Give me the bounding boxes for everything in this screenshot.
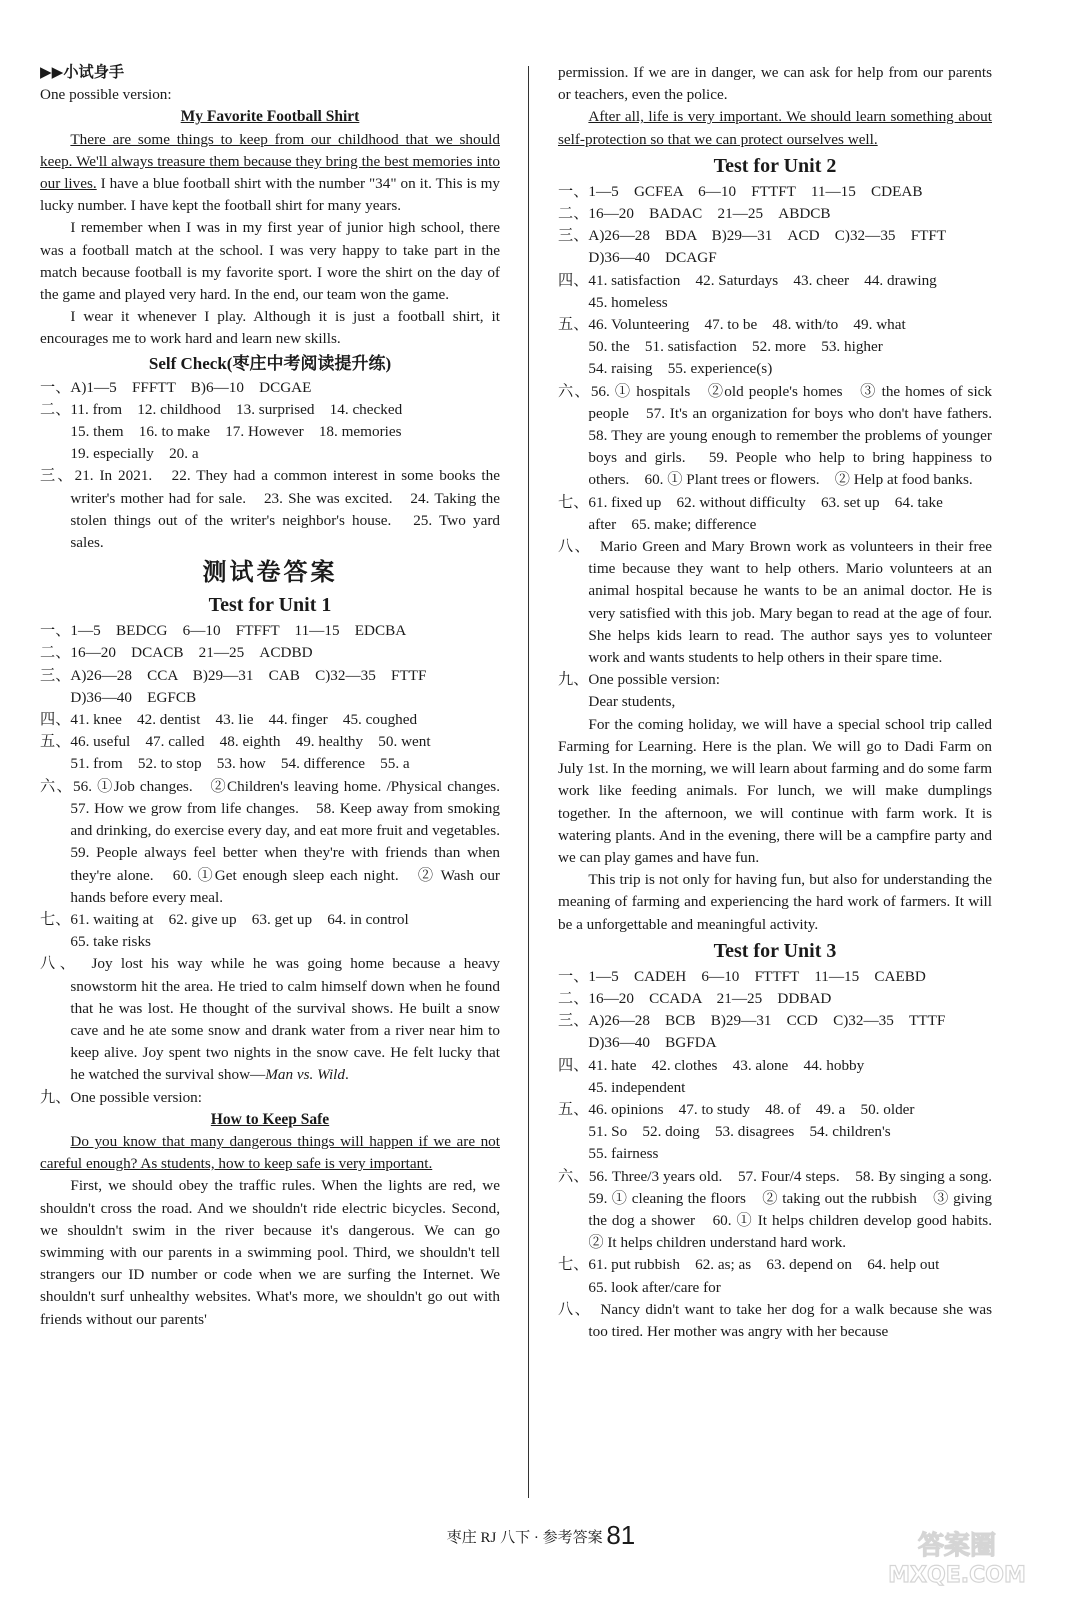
unit1-part-8: 八、 Joy lost his way while he was going home because a heavy snowstorm hit the area. He tried to calm himself down when he found that he was lost. He thought of the survival shows. He built a snow cave and he ate some snow and drank water from a river near him to keep alive. Joy spent two nights in the snow cave. He felt lucky that he watched the survival show—Man vs. Wild. <box>40 955 501 1084</box>
unit2-part-9: 九、One possible version: <box>558 671 720 689</box>
unit2-part-2: 二、16—20 BADAC 21—25 ABDCB <box>558 205 831 223</box>
unit2-part-4a: 四、41. satisfaction 42. Saturdays 43. cheer 44. drawing <box>558 271 937 289</box>
answers-section-title: 测试卷答案 <box>202 557 338 587</box>
footer-label: 枣庄 RJ 八下 · 参考答案 <box>446 1530 603 1546</box>
unit2-part-7b: after 65. make; difference <box>588 515 757 533</box>
unit2-part-5a: 五、46. Volunteering 47. to be 48. with/to 49. what <box>558 316 906 334</box>
letter-greeting: Dear students, <box>588 693 676 711</box>
essay1-title: My Favorite Football Shirt <box>180 108 360 126</box>
unit1-part-3a: 三、A)26—28 CCA B)29—31 CAB C)32—35 FTTF <box>40 666 427 684</box>
unit3-part-8: 八、 Nancy didn't want to take her dog for a walk because she was too tired. Her mother was angry with her because <box>558 1300 993 1340</box>
unit2-part-3b: D)36—40 DCAGF <box>588 249 717 267</box>
unit1-part-3b: D)36—40 EGFCB <box>70 688 197 706</box>
essay2-paragraph-2-continued: permission. If we are in danger, we can ask for help from our parents or teachers, even the police. <box>558 64 992 104</box>
unit3-part-7a: 七、61. put rubbish 62. as; as 63. depend on 64. help out <box>558 1256 940 1274</box>
essay1-paragraph-3: I wear it whenever I play. Although it is just a football shirt, it encourages me to work hard and learn new skills. <box>40 308 500 348</box>
watermark-line-2: MXQE.COM <box>888 1563 1026 1588</box>
self-check-part-2c: 19. especially 20. a <box>70 445 199 463</box>
self-check-part-2b: 15. them 16. to make 17. However 18. memories <box>70 423 402 441</box>
unit3-part-5b: 51. So 52. doing 53. disagrees 54. children's <box>588 1123 891 1141</box>
unit2-part-6: 六、56. ① hospitals ②old people's homes ③ the homes of sick people 57. It's an organization for boys who don't have fathers. 58. They are young enough to remember the problems of younger boys and girls. 59. People who help to bring happiness to others. 60. ① Plant trees or flowers. ② Help at food banks. <box>558 382 1008 489</box>
unit1-part-7a: 七、61. waiting at 62. give up 63. get up 64. in control <box>40 910 409 928</box>
self-check-part-2a: 二、11. from 12. childhood 13. surprised 14. checked <box>40 400 403 418</box>
watermark-logo <box>862 1524 1052 1588</box>
unit2-part-5c: 54. raising 55. experience(s) <box>588 360 773 378</box>
essay2-paragraph-2: First, we should obey the traffic rules. When the lights are red, we shouldn't cross the road. And we shouldn't ride electric bicycles. Second, we shouldn't swim in the river because it's dangerous. We can go swimming with our parents in a swimming pool. Third, we shouldn't tell strangers our ID number or code when we are surfing the Internet. We shouldn't surf unhealthy websites. What's more, we shouldn't go out with friends without our parents' <box>40 1177 500 1328</box>
page-number: 81 <box>606 1520 636 1550</box>
unit1-part-5b: 51. from 52. to stop 53. how 54. difference 55. a <box>70 755 410 773</box>
unit3-part-6: 六、56. Three/3 years old. 57. Four/4 steps. 58. By singing a song. 59. ① cleaning the floors ② taking out the rubbish ③ giving the dog a shower 60. ① It helps children develop good habits. ② It helps children understand hard work. <box>558 1167 1008 1252</box>
unit3-part-4b: 45. independent <box>588 1078 686 1096</box>
unit3-part-1: 一、1—5 CADEH 6—10 FTTFT 11—15 CAEBD <box>558 967 926 985</box>
unit2-part-1: 一、1—5 GCFEA 6—10 FTTFT 11—15 CDEAB <box>558 182 923 200</box>
essay1-paragraph-2: I remember when I was in my first year of junior high school, there was a football match at the school. I was very happy to take part in the match because football is my favorite sport. I wore the shirt on the day of the game and played very hard. In the end, our team won the game. <box>40 219 500 304</box>
unit1-part-9: 九、One possible version: <box>40 1088 202 1106</box>
essay2-conclusion: After all, life is very important. We should learn something about self-protection so that we can protect ourselves well. <box>558 108 992 148</box>
essay2-paragraph-1: Do you know that many dangerous things will happen if we are not careful enough? As students, how to keep safe is very important. <box>40 1132 500 1173</box>
practice-header: ▶▶小试身手 <box>40 64 125 81</box>
essay-intro: One possible version: <box>40 86 172 104</box>
left-column <box>40 62 516 1331</box>
unit3-part-2: 二、16—20 CCADA 21—25 DDBAD <box>558 989 832 1007</box>
self-check-part-1: 一、A)1—5 FFFTT B)6—10 DCGAE <box>40 378 312 396</box>
unit1-part-7b: 65. take risks <box>70 933 151 951</box>
letter-paragraph-2: This trip is not only for having fun, but also for understanding the meaning of farming and experiencing the hard work of farmers. It will be a unforgettable and meaningful activity. <box>558 871 992 933</box>
unit1-part-2: 二、16—20 DCACB 21—25 ACDBD <box>40 644 313 662</box>
letter-paragraph-1: For the coming holiday, we will have a special school trip called Farming for Learning. Here is the plan. We will go to Dadi Farm on July 1st. In the morning, we will learn about farming and do some farm work like feeding animals. For lunch, we will make dumplings together. In the afternoon, we will continue with farm work. It is watering plants. And in the evening, there will be a campfire party and we can play games and have fun. <box>558 715 993 866</box>
essay1-paragraph-1: There are some things to keep from our childhood that we should keep. We'll always treasure them because they bring the best memories into our lives. I have a blue football shirt with the number "34" on it. This is my lucky number. I have kept the football shirt for many years. <box>40 130 501 215</box>
unit1-part-4: 四、41. knee 42. dentist 43. lie 44. finger 45. coughed <box>40 711 418 729</box>
unit1-part-1: 一、1—5 BEDCG 6—10 FTFFT 11—15 EDCBA <box>40 622 407 640</box>
unit3-part-5a: 五、46. opinions 47. to study 48. of 49. a 50. older <box>558 1100 915 1118</box>
unit3-part-7b: 65. look after/care for <box>588 1278 721 1296</box>
unit2-part-3a: 三、A)26—28 BDA B)29—31 ACD C)32—35 FTFT <box>558 227 947 245</box>
essay2-title: How to Keep Safe <box>210 1110 330 1128</box>
unit1-part-6: 六、56. ①Job changes. ②Children's leaving home. /Physical changes. 57. How we grow from life changes. 58. Keep away from smoking and drinking, do exercise every day, and eat more fruit and vegetables. 59. People always feel better when they're with friends than when they're alone. 60. ①Get enough sleep each night. ② Wash our hands before every meal. <box>40 777 516 906</box>
self-check-title: Self Check(枣庄中考阅读提升练) <box>148 353 392 373</box>
unit2-part-5b: 50. the 51. satisfaction 52. more 53. higher <box>588 338 883 356</box>
unit3-title: Test for Unit 3 <box>713 939 837 962</box>
watermark-line-1: 答案圈 <box>917 1531 997 1561</box>
right-column <box>558 62 1008 1343</box>
unit1-title: Test for Unit 1 <box>208 594 332 617</box>
unit2-title: Test for Unit 2 <box>713 154 837 177</box>
unit2-part-4b: 45. homeless <box>588 293 668 311</box>
unit3-part-3b: D)36—40 BGFDA <box>588 1034 717 1052</box>
unit3-part-5c: 55. fairness <box>588 1145 659 1163</box>
unit2-part-8: 八、 Mario Green and Mary Brown work as volunteers in their free time because they want to help others. Mario volunteers at an animal hospital because he wants to be an animal doctor. He is very satisfied with this job. Mary began to read at the age of four. She helps kids learn to read. The author says yes to volunteer work and wants students to help others in their spare time. <box>558 538 992 667</box>
unit3-part-3a: 三、A)26—28 BCB B)29—31 CCD C)32—35 TTTF <box>558 1012 946 1030</box>
self-check-part-3: 三、21. In 2021. 22. They had a common interest in some books the writer's mother had for sale. 23. She was excited. 24. Taking the stolen things out of the writer's neighbor's house. 25. Two yard sales. <box>40 467 500 552</box>
unit1-part-5a: 五、46. useful 47. called 48. eighth 49. healthy 50. went <box>40 733 431 751</box>
unit2-part-7a: 七、61. fixed up 62. without difficulty 63. set up 64. take <box>558 493 943 511</box>
unit3-part-4a: 四、41. hate 42. clothes 43. alone 44. hobby <box>558 1056 865 1074</box>
